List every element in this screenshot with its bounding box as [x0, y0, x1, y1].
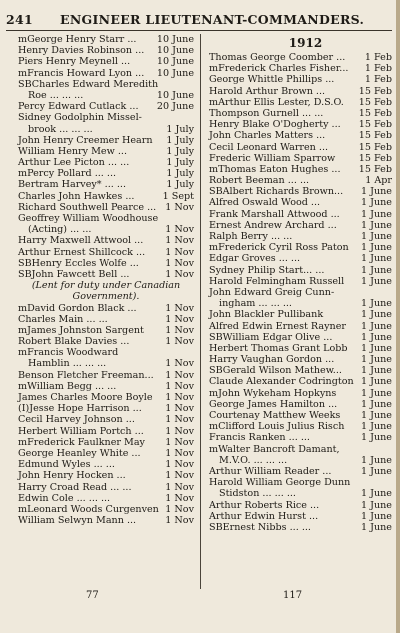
list-item: [209, 175, 392, 186]
right-column: [209, 34, 392, 533]
seniority-date: 1 Nov: [165, 403, 194, 415]
seniority-date: 1 July: [166, 168, 194, 180]
officer-name: SBErnest Nibbs ... ...: [209, 521, 311, 533]
officer-name: Charles John Hawkes ...: [18, 190, 135, 202]
officer-name: Robert Blake Davies ...: [18, 336, 130, 348]
seniority-date: 1 June: [360, 309, 392, 321]
seniority-date: [144, 347, 194, 358]
list-item: [209, 466, 392, 477]
seniority-date: 1 June: [360, 376, 392, 388]
seniority-date: 1 June: [360, 219, 392, 231]
seniority-date: 10 June: [156, 45, 194, 57]
seniority-date: 1 June: [360, 499, 392, 511]
list-item: [18, 56, 194, 67]
officer-name: Herbert William Portch ...: [18, 425, 144, 437]
list-item: [209, 164, 392, 175]
officer-name: James Charles Moore Boyle: [18, 392, 153, 403]
officer-name: William Selwyn Mann ...: [18, 515, 137, 527]
seniority-date: 1 Nov: [165, 324, 194, 336]
officer-name: Harry Maxwell Attwool ...: [18, 235, 144, 247]
list-item: [209, 399, 392, 410]
officer-name: mFrederick Cyril Ross Paton: [209, 242, 349, 254]
seniority-date: 1 Nov: [165, 302, 194, 314]
officer-name: Thompson Gurnell ... ...: [209, 107, 324, 119]
officer-name: SBCharles Edward Meredith: [18, 78, 159, 90]
list-item: [18, 448, 194, 459]
officer-name: Stidston ... ... ...: [219, 488, 296, 500]
list-item: [209, 522, 392, 533]
officer-name: George Heanley White ...: [18, 447, 141, 459]
officer-name: M.V.O. ... ... ...: [219, 454, 288, 466]
seniority-date: 1 June: [360, 365, 392, 377]
seniority-date: 20 June: [156, 101, 194, 113]
list-item: [209, 265, 392, 276]
list-item: [209, 298, 392, 309]
officer-name: William Henry Mew ...: [18, 145, 128, 157]
list-item: [209, 365, 392, 376]
officer-name: Harold Felmingham Russell: [209, 275, 345, 287]
seniority-date: 15 Feb: [358, 141, 392, 153]
seniority-date: 15 Feb: [358, 163, 392, 175]
seniority-date: 1 Nov: [165, 503, 194, 515]
list-item: [209, 388, 392, 399]
seniority-date: 10 June: [156, 89, 194, 101]
list-item: [18, 213, 194, 224]
seniority-date: 1 Nov: [165, 425, 194, 437]
officer-name: mArthur Ellis Lester, D.S.O.: [209, 96, 344, 108]
seniority-date: 1 Nov: [165, 268, 194, 280]
list-item: [18, 258, 194, 269]
list-item: [209, 52, 392, 63]
officer-name: Arthur Ernest Shillcock ...: [18, 246, 146, 258]
list-item: [209, 242, 392, 253]
seniority-date: 1 Feb: [364, 74, 392, 86]
seniority-date: 1 June: [360, 342, 392, 354]
officer-name: Arthur Edwin Hurst ...: [209, 510, 319, 522]
list-item: [18, 515, 194, 526]
list-item: [209, 455, 392, 466]
seniority-date: 1 July: [166, 145, 194, 157]
seniority-date: 1 June: [360, 454, 392, 466]
list-item: [18, 135, 194, 146]
officer-name: Herbert Thomas Grant Lobb: [209, 342, 348, 354]
officer-name: Ernest Andrew Archard ...: [209, 219, 337, 231]
officer-name: mFrancis Howard Lyon ...: [18, 67, 145, 79]
officer-name: Geoffrey William Woodhouse: [18, 213, 159, 224]
list-item: [209, 231, 392, 242]
officer-name: Claude Alexander Codrington: [209, 376, 354, 388]
officer-name: Thomas George Coomber ...: [209, 52, 346, 63]
seniority-date: 1 June: [360, 231, 392, 242]
officer-name: (Lent for duty under Canadian: [31, 280, 181, 292]
officer-name: Bertram Harvey* ... ...: [18, 179, 127, 191]
officer-name: Cecil Harvey Johnson ...: [18, 414, 135, 426]
seniority-date: 1 July: [166, 179, 194, 191]
list-item: [209, 477, 392, 488]
officer-name: Government).: [72, 291, 140, 303]
seniority-date: 1 Nov: [165, 447, 194, 459]
officer-name: John Edward Greig Cunn-: [209, 286, 335, 298]
seniority-date: 1 July: [166, 123, 194, 135]
officer-name: Arthur William Reader ...: [209, 465, 332, 477]
officer-name: mClifford Louis Julius Risch: [209, 421, 345, 433]
list-item: [209, 209, 392, 220]
list-item: [209, 287, 392, 298]
list-item: [18, 124, 194, 135]
page-number: 241: [6, 12, 33, 27]
officer-name: Charles Main ... ...: [18, 313, 108, 325]
seniority-date: 15 Feb: [358, 107, 392, 119]
officer-name: Robert Beeman ... ...: [209, 175, 310, 187]
list-item: [209, 421, 392, 432]
seniority-date: 1 Nov: [165, 492, 194, 504]
seniority-date: 1 Apr: [365, 175, 392, 187]
officer-name: mPercy Pollard ... ...: [18, 168, 117, 180]
seniority-date: 1 July: [166, 134, 194, 146]
seniority-date: 1 Nov: [165, 235, 194, 247]
list-item: [18, 224, 194, 235]
seniority-date: [158, 79, 194, 90]
seniority-date: 1 Nov: [165, 313, 194, 325]
list-item: [209, 354, 392, 365]
officer-name: Edgar Groves ... ...: [209, 253, 301, 265]
seniority-date: 1 June: [360, 354, 392, 366]
list-item: [209, 142, 392, 153]
seniority-date: 1 June: [360, 186, 392, 198]
list-item: [209, 410, 392, 421]
list-item: [209, 119, 392, 130]
officer-name: SBGerald Wilson Mathew...: [209, 365, 342, 377]
seniority-date: 1 June: [360, 488, 392, 500]
officer-name: Harry Croad Read ... ...: [18, 481, 132, 493]
list-item: [209, 86, 392, 97]
list-item: [209, 130, 392, 141]
footer-right-count: 117: [283, 590, 303, 601]
seniority-date: 1 June: [360, 432, 392, 444]
officer-name: mFrancis Woodward: [18, 347, 119, 359]
list-item: [209, 276, 392, 287]
seniority-date: 1 June: [360, 410, 392, 421]
officer-name: (I)Jesse Hope Harrison ...: [18, 403, 142, 415]
list-item: [18, 403, 194, 414]
seniority-date: 1 Nov: [165, 246, 194, 258]
seniority-date: 1 Nov: [165, 459, 194, 471]
seniority-date: 1 June: [360, 197, 392, 209]
officer-name: Benson Fletcher Freeman...: [18, 369, 154, 381]
seniority-date: 1 Nov: [165, 392, 194, 403]
seniority-date: 1 June: [360, 275, 392, 287]
seniority-date: 1 Nov: [165, 224, 194, 236]
list-item: [18, 314, 194, 325]
officer-name: SBJohn Fawcett Bell ...: [18, 268, 130, 280]
column-divider: [200, 34, 201, 589]
list-item: [18, 68, 194, 79]
officer-name: Percy Edward Cutlack ...: [18, 101, 139, 113]
seniority-date: 15 Feb: [358, 96, 392, 108]
list-item: [18, 179, 194, 190]
list-item: [209, 186, 392, 197]
seniority-date: 15 Feb: [358, 152, 392, 164]
officer-name: Sidney Godolphin Missel-: [18, 112, 142, 124]
header-rule: [6, 30, 392, 31]
seniority-date: 1 June: [360, 253, 392, 265]
list-item: [209, 309, 392, 320]
list-item: [18, 247, 194, 258]
officer-name: Edmund Wyles ... ...: [18, 459, 115, 471]
page-edge: [396, 0, 400, 633]
officer-name: Harold Arthur Brown ...: [209, 85, 326, 97]
list-item: [209, 63, 392, 74]
officer-name: Sydney Philip Start... ...: [209, 264, 325, 276]
seniority-date: 1 Nov: [165, 470, 194, 482]
officer-name: SBAlbert Richards Brown...: [209, 186, 344, 198]
footer-left-count: 77: [86, 590, 99, 601]
list-item: [209, 197, 392, 208]
officer-name: brook ... ... ...: [28, 123, 93, 135]
seniority-date: 1 Nov: [165, 515, 194, 527]
officer-name: Alfred Oswald Wood ...: [209, 197, 321, 209]
list-item: [18, 146, 194, 157]
page-title: ENGINEER LIEUTENANT-COMMANDERS.: [60, 12, 365, 27]
list-item: [18, 493, 194, 504]
seniority-date: 1 June: [360, 331, 392, 343]
list-item: [18, 459, 194, 470]
officer-name: mGeorge Henry Starr ...: [18, 34, 137, 45]
officer-name: mWalter Bancroft Damant,: [209, 443, 340, 455]
seniority-date: 1 June: [360, 387, 392, 399]
list-item: [18, 426, 194, 437]
seniority-date: [356, 287, 392, 298]
list-item: [209, 153, 392, 164]
list-item: [18, 414, 194, 425]
officer-name: Richard Southwell Pearce ...: [18, 201, 157, 213]
officer-name: Hamblin ... ... ...: [28, 358, 107, 370]
seniority-date: 1 June: [360, 521, 392, 533]
officer-name: mWilliam Begg ... ...: [18, 380, 117, 392]
list-item: [18, 101, 194, 112]
list-item: [18, 79, 194, 90]
list-item: [209, 321, 392, 332]
officer-name: Harold William George Dunn: [209, 477, 351, 489]
seniority-date: 1 July: [166, 157, 194, 169]
list-item: [209, 444, 392, 455]
page-header: [6, 5, 392, 27]
officer-name: mThomas Eaton Hughes ...: [209, 163, 341, 175]
officer-name: Arthur Lee Picton ... ...: [18, 157, 130, 169]
list-item: [209, 74, 392, 85]
list-item: [209, 511, 392, 522]
seniority-date: 10 June: [156, 34, 194, 45]
officer-name: Henry Davies Robinson ...: [18, 45, 145, 57]
seniority-date: 1 Nov: [165, 201, 194, 213]
officer-name: Alfred Edwin Ernest Rayner: [209, 320, 346, 332]
officer-name: mLeonard Woods Curgenven: [18, 503, 159, 515]
list-item: [18, 235, 194, 246]
seniority-date: 1 Nov: [165, 481, 194, 493]
officer-name: Edwin Cole ... ... ...: [18, 492, 111, 504]
officer-name: John Henry Hocken ...: [18, 470, 126, 482]
officer-name: Roe ... ... ...: [28, 89, 84, 101]
seniority-date: 1 Nov: [165, 436, 194, 448]
seniority-date: 1 Sept: [162, 190, 194, 202]
list-item: [18, 470, 194, 481]
seniority-date: 1 Nov: [165, 414, 194, 426]
list-item: [209, 108, 392, 119]
officer-name: John Charles Matters ...: [209, 130, 326, 142]
list-item: [18, 303, 194, 314]
list-item: [18, 392, 194, 403]
list-item: [209, 488, 392, 499]
list-item: [18, 34, 194, 45]
officer-name: Piers Henry Meynell ...: [18, 56, 131, 68]
officer-name: Frederic William Sparrow: [209, 152, 336, 164]
officer-name: Courtenay Matthew Weeks: [209, 410, 341, 421]
seniority-date: [356, 477, 392, 488]
officer-name: mJohn Wykeham Hopkyns: [209, 387, 337, 399]
list-item: [18, 202, 194, 213]
seniority-date: 1 June: [360, 421, 392, 433]
list-item: [209, 500, 392, 511]
list-item: [18, 437, 194, 448]
seniority-date: 1 June: [360, 208, 392, 220]
officer-name: mDavid Gordon Black ...: [18, 302, 137, 314]
list-item: [18, 358, 194, 369]
officer-name: SBHenry Eccles Wolfe ...: [18, 257, 139, 269]
seniority-date: [356, 444, 392, 455]
officer-name: (Acting) ... ...: [28, 224, 92, 236]
list-item: [18, 504, 194, 515]
list-item: [18, 336, 194, 347]
list-item: [18, 269, 194, 280]
seniority-date: 1 Feb: [364, 63, 392, 75]
list-item: [18, 482, 194, 493]
seniority-date: 1 Nov: [165, 369, 194, 381]
list-item: [18, 370, 194, 381]
officer-name: SBWilliam Edgar Olive ...: [209, 331, 333, 343]
officer-name: Henry Blake O'Dogherty ...: [209, 119, 341, 131]
list-item: [209, 220, 392, 231]
list-item: [209, 376, 392, 387]
seniority-date: 1 June: [360, 242, 392, 254]
seniority-date: [158, 213, 194, 224]
list-item: [209, 253, 392, 264]
seniority-date: 15 Feb: [358, 85, 392, 97]
list-item: [18, 325, 194, 336]
seniority-date: 1 Nov: [165, 336, 194, 348]
list-item: [18, 280, 194, 291]
seniority-date: [144, 112, 194, 123]
list-item: [18, 291, 194, 302]
seniority-date: 1 Feb: [364, 52, 392, 63]
seniority-date: 1 June: [360, 465, 392, 477]
officer-name: mFrederick Faulkner May: [18, 436, 145, 448]
seniority-date: 1 June: [360, 264, 392, 276]
officer-name: John Henry Creemer Hearn: [18, 134, 153, 146]
officer-name: mFrederick Charles Fisher...: [209, 63, 349, 75]
officer-name: ingham ... ... ...: [219, 298, 292, 310]
year-heading: 1912: [288, 36, 323, 50]
officer-name: George James Hamilton ...: [209, 398, 338, 410]
seniority-date: 15 Feb: [358, 119, 392, 131]
officer-name: Harry Vaughan Gordon ...: [209, 354, 335, 366]
list-item: [209, 332, 392, 343]
seniority-date: 1 June: [360, 298, 392, 310]
seniority-date: 10 June: [156, 67, 194, 79]
seniority-date: 1 June: [360, 320, 392, 332]
list-item: [18, 347, 194, 358]
officer-name: Arthur Roberts Rice ...: [209, 499, 320, 511]
list-item: [18, 45, 194, 56]
seniority-date: 1 June: [360, 510, 392, 522]
list-item: [18, 112, 194, 123]
list-item: [18, 90, 194, 101]
seniority-date: 1 Nov: [165, 257, 194, 269]
list-item: [18, 157, 194, 168]
seniority-date: 1 Nov: [165, 380, 194, 392]
officer-name: Cecil Leonard Warren ...: [209, 141, 329, 153]
officer-name: Ralph Berry ... ...: [209, 231, 293, 242]
list-item: [18, 168, 194, 179]
seniority-date: 15 Feb: [358, 130, 392, 142]
seniority-date: 1 Nov: [165, 358, 194, 370]
officer-name: mJames Johnston Sargent: [18, 324, 144, 336]
officer-name: George Whittle Phillips ...: [209, 74, 335, 86]
left-column: [18, 34, 194, 526]
seniority-date: 10 June: [156, 56, 194, 68]
list-item: [18, 191, 194, 202]
officer-name: Frank Marshall Attwood ...: [209, 208, 340, 220]
officer-name: John Blackler Pullibank: [209, 309, 324, 321]
list-item: [209, 97, 392, 108]
list-item: [209, 343, 392, 354]
seniority-date: 1 June: [360, 398, 392, 410]
list-item: [18, 381, 194, 392]
officer-name: Francis Ranken ... ...: [209, 432, 310, 444]
list-item: [209, 432, 392, 443]
